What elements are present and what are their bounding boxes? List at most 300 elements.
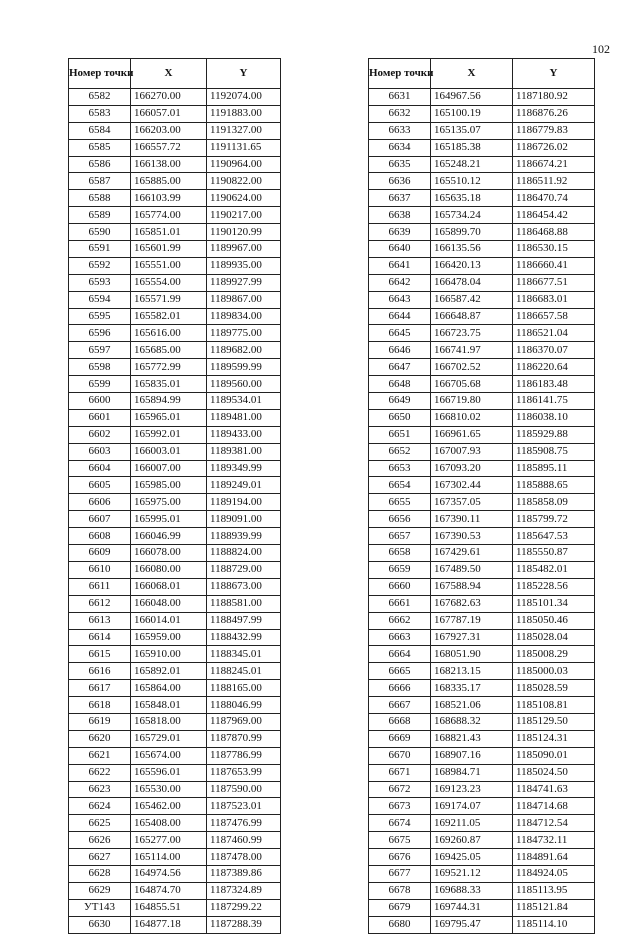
table-row: [369, 663, 595, 680]
table-row: [369, 207, 595, 224]
coordinates-table-right: [368, 58, 595, 934]
y-coordinate-cell: 1189967.00: [207, 241, 281, 258]
table-row: [369, 865, 595, 882]
x-coordinate-cell: 167093.20: [431, 460, 513, 477]
table-row: [369, 629, 595, 646]
point-number-cell: 6622: [69, 764, 131, 781]
x-coordinate-cell: 165635.18: [431, 190, 513, 207]
x-coordinate-cell: 166478.04: [431, 274, 513, 291]
y-coordinate-cell: 1189349.99: [207, 460, 281, 477]
table-row: [369, 359, 595, 376]
x-coordinate-cell: 167390.53: [431, 528, 513, 545]
point-number-cell: 6672: [369, 781, 431, 798]
x-coordinate-cell: 166003.01: [131, 443, 207, 460]
y-coordinate-cell: 1189927.99: [207, 274, 281, 291]
x-coordinate-cell: 165248.21: [431, 156, 513, 173]
table-row: [369, 764, 595, 781]
y-coordinate-cell: 1186038.10: [513, 409, 595, 426]
table-row: [69, 342, 281, 359]
x-coordinate-cell: 165462.00: [131, 798, 207, 815]
x-coordinate-cell: 165510.12: [431, 173, 513, 190]
x-coordinate-cell: 169688.33: [431, 882, 513, 899]
x-coordinate-cell: 164877.18: [131, 916, 207, 933]
table-row: [69, 224, 281, 241]
y-coordinate-cell: 1186660.41: [513, 257, 595, 274]
table-row: [369, 832, 595, 849]
x-coordinate-cell: 166135.56: [431, 241, 513, 258]
table-row: [369, 713, 595, 730]
x-coordinate-cell: 166068.01: [131, 578, 207, 595]
x-coordinate-cell: 166007.00: [131, 460, 207, 477]
point-number-cell: 6588: [69, 190, 131, 207]
y-coordinate-cell: 1188497.99: [207, 612, 281, 629]
y-coordinate-cell: 1188824.00: [207, 545, 281, 562]
table-row: [69, 89, 281, 106]
y-coordinate-cell: 1185101.34: [513, 595, 595, 612]
x-coordinate-cell: 169795.47: [431, 916, 513, 933]
point-number-cell: 6679: [369, 899, 431, 916]
point-number-cell: 6606: [69, 494, 131, 511]
point-number-cell: 6584: [69, 122, 131, 139]
point-number-cell: 6587: [69, 173, 131, 190]
y-coordinate-cell: 1189560.00: [207, 376, 281, 393]
point-number-cell: 6583: [69, 105, 131, 122]
table-row: [369, 578, 595, 595]
table-row: [69, 139, 281, 156]
header-point-number: Номер точки: [369, 59, 431, 89]
x-coordinate-cell: 165185.38: [431, 139, 513, 156]
x-coordinate-cell: 166741.97: [431, 342, 513, 359]
y-coordinate-cell: 1189433.00: [207, 426, 281, 443]
y-coordinate-cell: 1185124.31: [513, 730, 595, 747]
x-coordinate-cell: 165910.00: [131, 646, 207, 663]
point-number-cell: 6657: [369, 528, 431, 545]
table-row: [69, 156, 281, 173]
y-coordinate-cell: 1188345.01: [207, 646, 281, 663]
x-coordinate-cell: 166014.01: [131, 612, 207, 629]
table-row: [369, 730, 595, 747]
x-coordinate-cell: 165992.01: [131, 426, 207, 443]
x-coordinate-cell: 166080.00: [131, 561, 207, 578]
x-coordinate-cell: 165582.01: [131, 308, 207, 325]
table-row: [69, 832, 281, 849]
y-coordinate-cell: 1186677.51: [513, 274, 595, 291]
y-coordinate-cell: 1187969.00: [207, 713, 281, 730]
point-number-cell: 6594: [69, 291, 131, 308]
x-coordinate-cell: 165551.00: [131, 257, 207, 274]
header-x: X: [431, 59, 513, 89]
x-coordinate-cell: 167429.61: [431, 545, 513, 562]
x-coordinate-cell: 165616.00: [131, 325, 207, 342]
y-coordinate-cell: 1186470.74: [513, 190, 595, 207]
y-coordinate-cell: 1189534.01: [207, 393, 281, 410]
x-coordinate-cell: 167787.19: [431, 612, 513, 629]
x-coordinate-cell: 167489.50: [431, 561, 513, 578]
x-coordinate-cell: 164874.70: [131, 882, 207, 899]
table-row: [69, 460, 281, 477]
table-row: [369, 342, 595, 359]
x-coordinate-cell: 165959.00: [131, 629, 207, 646]
x-coordinate-cell: 168821.43: [431, 730, 513, 747]
x-coordinate-cell: 166048.00: [131, 595, 207, 612]
table-row: [369, 798, 595, 815]
table-row: [69, 257, 281, 274]
y-coordinate-cell: 1188165.00: [207, 680, 281, 697]
table-row: [69, 511, 281, 528]
y-coordinate-cell: 1185228.56: [513, 578, 595, 595]
x-coordinate-cell: 165408.00: [131, 815, 207, 832]
y-coordinate-cell: 1188581.00: [207, 595, 281, 612]
table-row: [369, 409, 595, 426]
point-number-cell: 6582: [69, 89, 131, 106]
y-coordinate-cell: 1185129.50: [513, 713, 595, 730]
point-number-cell: 6618: [69, 697, 131, 714]
y-coordinate-cell: 1187299.22: [207, 899, 281, 916]
x-coordinate-cell: 165818.00: [131, 713, 207, 730]
point-number-cell: 6589: [69, 207, 131, 224]
table-row: [369, 190, 595, 207]
x-coordinate-cell: 169174.07: [431, 798, 513, 815]
table-row: [69, 595, 281, 612]
x-coordinate-cell: 165848.01: [131, 697, 207, 714]
point-number-cell: 6600: [69, 393, 131, 410]
x-coordinate-cell: 169123.23: [431, 781, 513, 798]
point-number-cell: 6641: [369, 257, 431, 274]
x-coordinate-cell: 166648.87: [431, 308, 513, 325]
point-number-cell: 6611: [69, 578, 131, 595]
table-row: [369, 882, 595, 899]
point-number-cell: 6639: [369, 224, 431, 241]
x-coordinate-cell: 169425.05: [431, 849, 513, 866]
y-coordinate-cell: 1184891.64: [513, 849, 595, 866]
x-coordinate-cell: 167357.05: [431, 494, 513, 511]
table-row: [69, 291, 281, 308]
point-number-cell: 6620: [69, 730, 131, 747]
point-number-cell: 6590: [69, 224, 131, 241]
point-number-cell: 6617: [69, 680, 131, 697]
x-coordinate-cell: 164855.51: [131, 899, 207, 916]
point-number-cell: 6604: [69, 460, 131, 477]
point-number-cell: 6633: [369, 122, 431, 139]
y-coordinate-cell: 1185108.81: [513, 697, 595, 714]
y-coordinate-cell: 1190624.00: [207, 190, 281, 207]
point-number-cell: 6597: [69, 342, 131, 359]
table-row: [69, 443, 281, 460]
table-row: [69, 561, 281, 578]
point-number-cell: 6677: [369, 865, 431, 882]
y-coordinate-cell: 1186683.01: [513, 291, 595, 308]
point-number-cell: 6601: [69, 409, 131, 426]
y-coordinate-cell: 1185090.01: [513, 747, 595, 764]
point-number-cell: 6642: [369, 274, 431, 291]
x-coordinate-cell: 167007.93: [431, 443, 513, 460]
point-number-cell: 6654: [369, 477, 431, 494]
point-number-cell: 6651: [369, 426, 431, 443]
point-number-cell: 6665: [369, 663, 431, 680]
table-row: [69, 494, 281, 511]
point-number-cell: 6628: [69, 865, 131, 882]
table-row: [369, 376, 595, 393]
y-coordinate-cell: 1185888.65: [513, 477, 595, 494]
y-coordinate-cell: 1188046.99: [207, 697, 281, 714]
y-coordinate-cell: 1188673.00: [207, 578, 281, 595]
y-coordinate-cell: 1185008.29: [513, 646, 595, 663]
point-number-cell: 6614: [69, 629, 131, 646]
x-coordinate-cell: 165729.01: [131, 730, 207, 747]
table-row: [369, 680, 595, 697]
table-row: [69, 747, 281, 764]
table-row: [369, 815, 595, 832]
point-number-cell: 6650: [369, 409, 431, 426]
table-row: [369, 426, 595, 443]
x-coordinate-cell: 165894.99: [131, 393, 207, 410]
y-coordinate-cell: 1190822.00: [207, 173, 281, 190]
table-row: [369, 494, 595, 511]
x-coordinate-cell: 167302.44: [431, 477, 513, 494]
point-number-cell: 6598: [69, 359, 131, 376]
point-number-cell: 6638: [369, 207, 431, 224]
y-coordinate-cell: 1188245.01: [207, 663, 281, 680]
point-number-cell: 6627: [69, 849, 131, 866]
x-coordinate-cell: 164967.56: [431, 89, 513, 106]
point-number-cell: 6667: [369, 697, 431, 714]
point-number-cell: 6632: [369, 105, 431, 122]
y-coordinate-cell: 1186521.04: [513, 325, 595, 342]
table-row: [69, 713, 281, 730]
x-coordinate-cell: 165601.99: [131, 241, 207, 258]
y-coordinate-cell: 1185113.95: [513, 882, 595, 899]
x-coordinate-cell: 165100.19: [431, 105, 513, 122]
point-number-cell: 6585: [69, 139, 131, 156]
x-coordinate-cell: 165674.00: [131, 747, 207, 764]
table-row: [69, 190, 281, 207]
y-coordinate-cell: 1189867.00: [207, 291, 281, 308]
point-number-cell: 6621: [69, 747, 131, 764]
x-coordinate-cell: 166420.13: [431, 257, 513, 274]
table-row: [369, 156, 595, 173]
y-coordinate-cell: 1186220.64: [513, 359, 595, 376]
x-coordinate-cell: 169744.31: [431, 899, 513, 916]
point-number-cell: 6640: [369, 241, 431, 258]
point-number-cell: 6634: [369, 139, 431, 156]
table-row: [69, 764, 281, 781]
y-coordinate-cell: 1186876.26: [513, 105, 595, 122]
x-coordinate-cell: 165892.01: [131, 663, 207, 680]
point-number-cell: 6636: [369, 173, 431, 190]
table-row: [69, 477, 281, 494]
table-row: [369, 477, 595, 494]
table-row: [369, 849, 595, 866]
x-coordinate-cell: 165985.00: [131, 477, 207, 494]
table-row: [369, 697, 595, 714]
table-row: [369, 105, 595, 122]
x-coordinate-cell: 168335.17: [431, 680, 513, 697]
y-coordinate-cell: 1185895.11: [513, 460, 595, 477]
point-number-cell: 6656: [369, 511, 431, 528]
y-coordinate-cell: 1187786.99: [207, 747, 281, 764]
table-row: [69, 798, 281, 815]
x-coordinate-cell: 166057.01: [131, 105, 207, 122]
x-coordinate-cell: 169211.05: [431, 815, 513, 832]
y-coordinate-cell: 1189682.00: [207, 342, 281, 359]
y-coordinate-cell: 1187478.00: [207, 849, 281, 866]
y-coordinate-cell: 1185647.53: [513, 528, 595, 545]
y-coordinate-cell: 1191327.00: [207, 122, 281, 139]
point-number-cell: 6648: [369, 376, 431, 393]
table-row: [369, 139, 595, 156]
y-coordinate-cell: 1187389.86: [207, 865, 281, 882]
y-coordinate-cell: 1189091.00: [207, 511, 281, 528]
y-coordinate-cell: 1188939.99: [207, 528, 281, 545]
point-number-cell: 6586: [69, 156, 131, 173]
y-coordinate-cell: 1185929.88: [513, 426, 595, 443]
x-coordinate-cell: 166810.02: [431, 409, 513, 426]
y-coordinate-cell: 1185908.75: [513, 443, 595, 460]
point-number-cell: 6658: [369, 545, 431, 562]
page-number: 102: [592, 42, 610, 56]
point-number-cell: 6603: [69, 443, 131, 460]
x-coordinate-cell: 165530.00: [131, 781, 207, 798]
table-row: [369, 612, 595, 629]
table-row: [69, 680, 281, 697]
point-number-cell: 6663: [369, 629, 431, 646]
y-coordinate-cell: 1189194.00: [207, 494, 281, 511]
y-coordinate-cell: 1185050.46: [513, 612, 595, 629]
y-coordinate-cell: 1190120.99: [207, 224, 281, 241]
table-row: [69, 629, 281, 646]
point-number-cell: 6629: [69, 882, 131, 899]
point-number-cell: 6660: [369, 578, 431, 595]
y-coordinate-cell: 1186511.92: [513, 173, 595, 190]
y-coordinate-cell: 1186726.02: [513, 139, 595, 156]
table-row: [369, 393, 595, 410]
x-coordinate-cell: 166719.80: [431, 393, 513, 410]
table-row: [369, 899, 595, 916]
table-row: [369, 224, 595, 241]
x-coordinate-cell: 166046.99: [131, 528, 207, 545]
y-coordinate-cell: 1187590.00: [207, 781, 281, 798]
table-row: [69, 646, 281, 663]
y-coordinate-cell: 1184924.05: [513, 865, 595, 882]
y-coordinate-cell: 1187523.01: [207, 798, 281, 815]
table-row: [69, 359, 281, 376]
x-coordinate-cell: 166078.00: [131, 545, 207, 562]
point-number-cell: 6593: [69, 274, 131, 291]
table-row: [69, 865, 281, 882]
x-coordinate-cell: 165596.01: [131, 764, 207, 781]
point-number-cell: 6668: [369, 713, 431, 730]
y-coordinate-cell: 1188432.99: [207, 629, 281, 646]
y-coordinate-cell: 1186183.48: [513, 376, 595, 393]
x-coordinate-cell: 165554.00: [131, 274, 207, 291]
point-number-cell: 6623: [69, 781, 131, 798]
table-row: [369, 308, 595, 325]
point-number-cell: 6612: [69, 595, 131, 612]
table-row: [369, 291, 595, 308]
table-row: [369, 747, 595, 764]
point-number-cell: 6674: [369, 815, 431, 832]
x-coordinate-cell: 169260.87: [431, 832, 513, 849]
x-coordinate-cell: 168907.16: [431, 747, 513, 764]
x-coordinate-cell: 169521.12: [431, 865, 513, 882]
y-coordinate-cell: 1186370.07: [513, 342, 595, 359]
y-coordinate-cell: 1185121.84: [513, 899, 595, 916]
y-coordinate-cell: 1189834.00: [207, 308, 281, 325]
x-coordinate-cell: 166702.52: [431, 359, 513, 376]
point-number-cell: 6592: [69, 257, 131, 274]
x-coordinate-cell: 168688.32: [431, 713, 513, 730]
point-number-cell: 6659: [369, 561, 431, 578]
y-coordinate-cell: 1187180.92: [513, 89, 595, 106]
point-number-cell: 6671: [369, 764, 431, 781]
x-coordinate-cell: 166270.00: [131, 89, 207, 106]
table-row: [69, 274, 281, 291]
table-row: [69, 882, 281, 899]
table-row: [369, 122, 595, 139]
header-point-number: Номер точки: [69, 59, 131, 89]
point-number-cell: 6599: [69, 376, 131, 393]
point-number-cell: 6652: [369, 443, 431, 460]
point-number-cell: 6605: [69, 477, 131, 494]
y-coordinate-cell: 1184714.68: [513, 798, 595, 815]
x-coordinate-cell: 165571.99: [131, 291, 207, 308]
table-row: [69, 545, 281, 562]
point-number-cell: УТ143: [69, 899, 131, 916]
point-number-cell: 6637: [369, 190, 431, 207]
table-row: [69, 916, 281, 933]
point-number-cell: 6626: [69, 832, 131, 849]
x-coordinate-cell: 166961.65: [431, 426, 513, 443]
point-number-cell: 6666: [369, 680, 431, 697]
table-row: [69, 426, 281, 443]
y-coordinate-cell: 1189935.00: [207, 257, 281, 274]
x-coordinate-cell: 168984.71: [431, 764, 513, 781]
point-number-cell: 6662: [369, 612, 431, 629]
y-coordinate-cell: 1185028.59: [513, 680, 595, 697]
table-row: [369, 325, 595, 342]
point-number-cell: 6655: [369, 494, 431, 511]
point-number-cell: 6653: [369, 460, 431, 477]
x-coordinate-cell: 165835.01: [131, 376, 207, 393]
y-coordinate-cell: 1186657.58: [513, 308, 595, 325]
table-row: [369, 545, 595, 562]
point-number-cell: 6607: [69, 511, 131, 528]
y-coordinate-cell: 1185799.72: [513, 511, 595, 528]
x-coordinate-cell: 165114.00: [131, 849, 207, 866]
point-number-cell: 6645: [369, 325, 431, 342]
y-coordinate-cell: 1186454.42: [513, 207, 595, 224]
x-coordinate-cell: 165277.00: [131, 832, 207, 849]
x-coordinate-cell: 166705.68: [431, 376, 513, 393]
y-coordinate-cell: 1187288.39: [207, 916, 281, 933]
x-coordinate-cell: 166138.00: [131, 156, 207, 173]
y-coordinate-cell: 1185858.09: [513, 494, 595, 511]
table-row: [369, 646, 595, 663]
point-number-cell: 6602: [69, 426, 131, 443]
x-coordinate-cell: 166557.72: [131, 139, 207, 156]
y-coordinate-cell: 1184741.63: [513, 781, 595, 798]
y-coordinate-cell: 1192074.00: [207, 89, 281, 106]
point-number-cell: 6676: [369, 849, 431, 866]
table-row: [69, 376, 281, 393]
x-coordinate-cell: 165772.99: [131, 359, 207, 376]
table-row: [69, 730, 281, 747]
x-coordinate-cell: 167927.31: [431, 629, 513, 646]
table-row: [369, 528, 595, 545]
point-number-cell: 6613: [69, 612, 131, 629]
point-number-cell: 6610: [69, 561, 131, 578]
point-number-cell: 6631: [369, 89, 431, 106]
